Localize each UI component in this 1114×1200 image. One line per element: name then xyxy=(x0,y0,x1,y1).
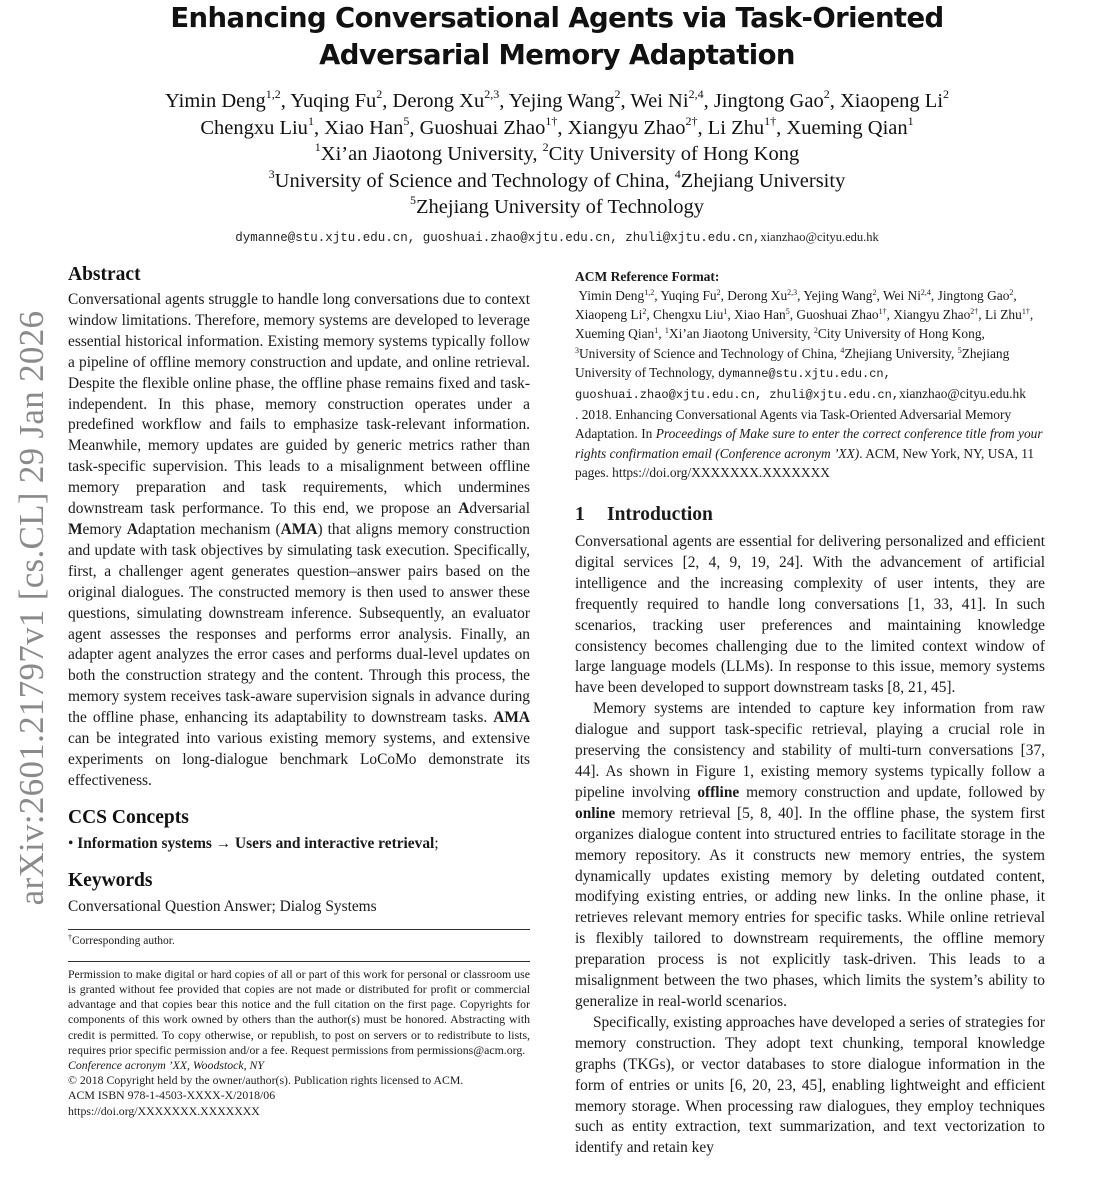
affiliation-number: 1 xyxy=(314,140,321,154)
footnote-divider xyxy=(68,929,530,930)
affiliation-number: 2 xyxy=(542,140,549,154)
affiliation-mark: 2 xyxy=(823,87,830,101)
affiliation-number: 5 xyxy=(410,193,416,207)
affiliation-number: 4 xyxy=(674,166,681,181)
keywords-heading: Keywords xyxy=(68,869,153,891)
ccs-heading: CCS Concepts xyxy=(68,806,189,828)
emails-serif[interactable]: xianzhao@cityu.edu.hk xyxy=(760,230,879,244)
bullet-icon: • xyxy=(68,834,74,852)
affiliation-mark: 1† xyxy=(764,113,777,128)
affiliation-mark: 1,2 xyxy=(265,87,281,101)
author: Xueming Qian xyxy=(786,116,908,139)
affiliation-mark: 2 xyxy=(614,87,621,101)
affiliation: Zhejiang University xyxy=(680,169,846,192)
author: Xiaopeng Li xyxy=(839,90,944,112)
affiliation-line-1: $^1$Xi’an Jiaotong University, $^2$City University of Hong Kong xyxy=(314,140,800,165)
author: Xiangyu Zhao xyxy=(567,116,686,139)
abstract-heading: Abstract xyxy=(68,264,141,285)
conference-line: Conference acronym ’XX, Woodstock, NY xyxy=(68,1057,264,1072)
author-block xyxy=(0,88,1114,221)
affiliation-mark: 2† xyxy=(685,113,698,128)
doi-link[interactable]: https://doi.org/XXXXXXX.XXXXXXX xyxy=(68,1103,260,1118)
author: Li Zhu xyxy=(707,116,765,139)
isbn-line: ACM ISBN 978-1-4503-XXXX-X/2018/06 xyxy=(68,1088,276,1103)
author: Jingtong Gao xyxy=(713,90,824,112)
affiliation: City University of Hong Kong xyxy=(548,143,800,165)
affiliation-mark: 5 xyxy=(403,113,410,128)
affiliation-line-3 xyxy=(0,194,1114,221)
author-emails xyxy=(0,230,1114,245)
affiliation-mark: 1 xyxy=(307,113,314,128)
permission-divider xyxy=(68,961,530,962)
introduction-heading: 1 Introduction xyxy=(575,504,713,526)
affiliation-mark: 2 xyxy=(943,87,950,101)
author: Yimin Deng xyxy=(164,90,266,112)
author: Yuqing Fu xyxy=(290,90,377,112)
abstract-text: Conversational agents struggle to handle long conversations due to context window limitations. Therefore, memory systems are developed to leverage essential historical information. Existing memory systems typically follow a pipeline of offline memory construction and update, and online retrieval. Despite the flexible online phase, the offline phase remains fixed and task-independent. In this phase, memory construction operates under a predefined workflow and fails to emphasize task-relevant information. Meanwhile, memory updates are guided by generic metrics rather than task-specific supervision. This leads to a misalignment between offline memory preparation and task requirements, which undermines downstream task performance. To this end, we propose an Adversarial Memory Adaptation mechanism (AMA) that aligns memory construction and update with task objectives by simulating task execution. Specifically, first, a challenger agent generates question–answer pairs based on the original dialogues. The constructed memory is then used to answer these questions, simulating downstream inference. Subsequently, an evaluator agent assesses the responses and performs error analysis. Finally, an adapter agent analyzes the error cases and performs dual-level updates on both the construction strategy and the content. Through this process, the memory system receives task-aware supervision signals in advance during the offline phase, enhancing its adaptability to downstream tasks. AMA can be integrated into various existing memory systems, and extensive experiments on long-dialogue benchmark LoCoMo demonstrate its effectiveness. xyxy=(68,291,531,789)
left-column xyxy=(68,262,530,1119)
affiliation-mark: 2 xyxy=(376,87,383,101)
author: Derong Xu xyxy=(392,90,485,112)
affiliation-mark: 2,3 xyxy=(484,87,500,101)
author: Xiao Han xyxy=(324,116,404,139)
author: Guoshuai Zhao xyxy=(419,116,546,139)
right-column xyxy=(575,268,1045,1159)
intro-paragraph-3: Specifically, existing approaches have developed a series of strategies for memory construction. They adopt text chunking, temporal knowledge graphs (TKGs), or vector databases to store dialogue information in the form of entries or units [6, 20, 23, 45], enabling lightweight and efficient memory storage. When processing raw dialogues, they employ techniques such as entity extraction, text summarization, and text vectorization to identify and retain key xyxy=(575,1013,1045,1157)
keywords-text: Conversational Question Answer; Dialog Systems xyxy=(68,897,377,915)
author-line-2: Chengxu Liu$^1$, Xiao Han$^5$, Guoshuai Zhao$^{1\dagger}$, Xiangyu Zhao$^{2\dagger}$, Li Zhu$^{1\dagger}$, Xueming Qian$^1$ xyxy=(200,113,914,139)
title-line-2: Adversarial Memory Adaptation xyxy=(319,39,795,71)
affiliation: Xi’an Jiaotong University xyxy=(320,143,533,165)
acm-reference-heading: ACM Reference Format: xyxy=(575,269,720,284)
affiliation-mark: 1† xyxy=(545,113,558,128)
affiliation-line-2: $^3$University of Science and Technology of China, $^4$Zhejiang University xyxy=(268,166,846,192)
affiliation: Zhejiang University of Technology xyxy=(416,196,704,218)
intro-paragraph-1: Conversational agents are essential for delivering personalized and efficient digital services [2, 4, 9, 19, 24]. With the advancement of artificial intelligence and the increasing complexity of user intents, they are frequently required to handle long conversations [1, 33, 41]. In such scenarios, tracking user preferences and maintaining knowledge consistency becomes challenging due to the limited context window of large language models (LLMs). In response to this issue, memory systems have been developed to support downstream tasks [8, 21, 45]. xyxy=(575,533,1045,697)
copyright-line: © 2018 Copyright held by the owner/author(s). Publication rights licensed to ACM. xyxy=(68,1073,464,1088)
author: Yejing Wang xyxy=(508,90,615,112)
affiliation-mark: 2,4 xyxy=(688,87,704,101)
intro-paragraph-2: Memory systems are intended to capture key information from raw dialogue and support task-specific retrieval, playing a crucial role in preserving the consistency and stability of multi-turn conversations [37, 44]. As shown in Figure 1, existing memory systems typically follow a pipeline involving offline memory construction and update, followed by online memory retrieval [5, 8, 40]. In the offline phase, the system first organizes dialogue content into structured entries to facilitate storage in the memory repository. As it constructs new memory entries, the system dynamically updates existing memory by deleting outdated content, modifying existing entries, or adding new links. In the online phase, it retrieves relevant memory entries for specific tasks. While online retrieval is flexibly tailored to downstream requirements, the offline memory preparation process is not explicitly task-driven. This leads to a misalignment between the two phases, which limits the system’s ability to generalize in real-world scenarios. xyxy=(575,700,1045,1010)
ccs-concept: • Information systems → Users and interactive retrieval; xyxy=(68,834,439,852)
affiliation-number: 3 xyxy=(268,166,275,181)
author: Wei Ni xyxy=(630,90,689,112)
dagger-mark: † xyxy=(68,932,72,942)
footnote: †Corresponding author. xyxy=(68,932,175,947)
acm-reference-text: Yimin Deng$^{1,2}$, Yuqing Fu$^2$, Derong Xu$^{2,3}$, Yejing Wang$^2$, Wei Ni$^{2,4}$, Jingtong Gao$^2$, Xiaopeng Li$^2$, Chengxu Liu$^1$, Xiao Han$^5$, Guoshuai Zhao$^{1\dagger}$, Xiangyu Zhao$^{2\dagger}$, Li Zhu$^{1\dagger}$, Xueming Qian$^1$, $^1$Xi’an Jiaotong University, $^2$City University of Hong Kong, $^3$University of Science and Technology of China, $^4$Zhejiang University, $^5$Zhejiang University of Technology, dymanne@stu.xjtu.edu.cn, guoshuai.zhao@xjtu.edu.cn, zhuli@xjtu.edu.cn,xianzhao@cityu.edu.hk . 2018. Enhancing Conversational Agents via Task-Oriented Adversarial Memory Adaptation. In Proceedings of Make sure to enter the correct conference title from your rights confirmation email (Conference acronym ’XX). ACM, New York, NY, USA, 11 pages. https://doi.org/XXXXXXX.XXXXXXX xyxy=(575,288,1043,480)
affiliation: University of Science and Technology of China xyxy=(274,169,665,192)
paper-title xyxy=(0,0,1114,74)
emails-mono[interactable]: dymanne@stu.xjtu.edu.cn, guoshuai.zhao@xjtu.edu.cn, zhuli@xjtu.edu.cn, xyxy=(235,231,761,245)
author: Chengxu Liu xyxy=(200,116,308,139)
author-line-1: Yimin Deng$^{1,2}$, Yuqing Fu$^2$, Derong Xu$^{2,3}$, Yejing Wang$^2$, Wei Ni$^{2,4}$, Jingtong Gao$^2$, Xiaopeng Li$^2$ xyxy=(164,87,950,112)
permission-notice: Permission to make digital or hard copies of all or part of this work for personal or classroom use is granted without fee provided that copies are not made or distributed for profit or commercial advantage and that copies bear this notice and the full citation on the first page. Copyrights for components of this work owned by others than the author(s) must be honored. Abstracting with credit is permitted. To copy otherwise, or republish, to post on servers or to redistribute to lists, requires prior specific permission and/or a fee. Request permissions from permissions@acm.org. xyxy=(68,966,530,1057)
title-line-1: Enhancing Conversational Agents via Task-Oriented xyxy=(170,2,944,34)
affiliation-mark: 1 xyxy=(907,113,914,128)
arxiv-stamp: arXiv:2601.21797v1 [cs.CL] 29 Jan 2026 xyxy=(12,310,51,906)
acm-emails[interactable]: dymanne@stu.xjtu.edu.cn, guoshuai.zhao@xjtu.edu.cn, zhuli@xjtu.edu.cn, xyxy=(575,366,900,403)
